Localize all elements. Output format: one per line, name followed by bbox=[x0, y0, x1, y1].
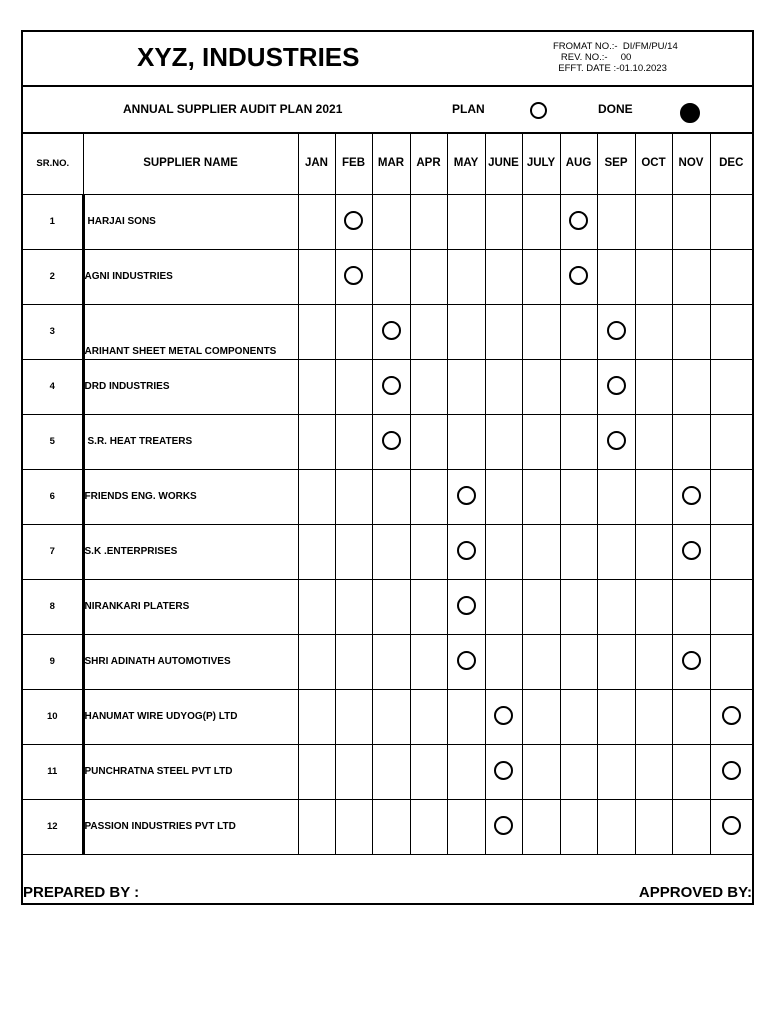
month-cell-dec bbox=[710, 634, 752, 689]
month-cell-feb bbox=[335, 799, 372, 854]
audit-plan-table bbox=[23, 133, 752, 855]
table-row bbox=[23, 304, 752, 359]
month-cell-dec bbox=[710, 194, 752, 249]
month-header-oct: OCT bbox=[635, 133, 672, 194]
month-header-mar: MAR bbox=[372, 133, 410, 194]
month-cell-sep bbox=[597, 469, 635, 524]
table-row bbox=[23, 194, 752, 249]
document-info bbox=[553, 41, 678, 74]
month-cell-oct bbox=[635, 469, 672, 524]
month-cell-apr bbox=[410, 744, 447, 799]
month-cell-aug bbox=[560, 249, 597, 304]
supplier-name-cell: FRIENDS ENG. WORKS bbox=[83, 469, 298, 524]
plan-circle-icon bbox=[569, 266, 588, 285]
done-legend-label: DONE bbox=[598, 102, 633, 116]
sr-no-cell: 8 bbox=[23, 579, 83, 634]
divider bbox=[23, 85, 752, 87]
month-cell-nov bbox=[672, 359, 710, 414]
plan-circle-icon bbox=[682, 486, 701, 505]
supplier-name-cell: SHRI ADINATH AUTOMOTIVES bbox=[83, 634, 298, 689]
month-cell-jan bbox=[298, 359, 335, 414]
month-cell-nov bbox=[672, 414, 710, 469]
month-cell-oct bbox=[635, 359, 672, 414]
month-cell-june bbox=[485, 194, 522, 249]
month-cell-sep bbox=[597, 524, 635, 579]
plan-circle-icon bbox=[457, 541, 476, 560]
month-cell-feb bbox=[335, 304, 372, 359]
table-row bbox=[23, 579, 752, 634]
month-cell-july bbox=[522, 744, 560, 799]
supplier-name-cell: ARIHANT SHEET METAL COMPONENTS bbox=[83, 304, 298, 359]
table-row bbox=[23, 744, 752, 799]
month-cell-sep bbox=[597, 194, 635, 249]
month-cell-apr bbox=[410, 689, 447, 744]
month-cell-aug bbox=[560, 359, 597, 414]
month-cell-oct bbox=[635, 249, 672, 304]
sr-no-cell: 12 bbox=[23, 799, 83, 854]
table-row bbox=[23, 634, 752, 689]
sr-no-cell: 3 bbox=[23, 304, 83, 359]
month-cell-nov bbox=[672, 799, 710, 854]
sr-no-cell: 1 bbox=[23, 194, 83, 249]
plan-circle-icon bbox=[494, 706, 513, 725]
month-cell-mar bbox=[372, 579, 410, 634]
month-cell-mar bbox=[372, 744, 410, 799]
month-cell-apr bbox=[410, 799, 447, 854]
audit-plan-sheet bbox=[21, 30, 754, 905]
month-cell-july bbox=[522, 194, 560, 249]
plan-circle-icon bbox=[569, 211, 588, 230]
table-row bbox=[23, 689, 752, 744]
plan-circle-icon bbox=[382, 321, 401, 340]
month-cell-mar bbox=[372, 359, 410, 414]
month-cell-feb bbox=[335, 469, 372, 524]
month-cell-oct bbox=[635, 799, 672, 854]
plan-circle-icon bbox=[722, 761, 741, 780]
plan-circle-icon bbox=[722, 706, 741, 725]
plan-legend-circle-icon bbox=[530, 102, 547, 119]
plan-circle-icon bbox=[494, 761, 513, 780]
month-cell-sep bbox=[597, 689, 635, 744]
month-cell-apr bbox=[410, 359, 447, 414]
table-row bbox=[23, 524, 752, 579]
month-cell-dec bbox=[710, 579, 752, 634]
month-cell-feb bbox=[335, 414, 372, 469]
supplier-name-cell: NIRANKARI PLATERS bbox=[83, 579, 298, 634]
month-cell-jan bbox=[298, 579, 335, 634]
sr-no-cell: 4 bbox=[23, 359, 83, 414]
plan-circle-icon bbox=[682, 541, 701, 560]
plan-circle-icon bbox=[494, 816, 513, 835]
month-cell-aug bbox=[560, 579, 597, 634]
month-cell-dec bbox=[710, 799, 752, 854]
month-cell-sep bbox=[597, 304, 635, 359]
month-cell-sep bbox=[597, 744, 635, 799]
month-cell-dec bbox=[710, 249, 752, 304]
supplier-name-cell: DRD INDUSTRIES bbox=[83, 359, 298, 414]
table-header-row bbox=[23, 133, 752, 194]
supplier-name-cell: HARJAI SONS bbox=[83, 194, 298, 249]
month-cell-june bbox=[485, 304, 522, 359]
month-cell-mar bbox=[372, 414, 410, 469]
month-cell-sep bbox=[597, 359, 635, 414]
month-cell-oct bbox=[635, 579, 672, 634]
month-cell-aug bbox=[560, 469, 597, 524]
month-cell-dec bbox=[710, 304, 752, 359]
supplier-name-cell: HANUMAT WIRE UDYOG(P) LTD bbox=[83, 689, 298, 744]
month-cell-dec bbox=[710, 414, 752, 469]
month-cell-july bbox=[522, 414, 560, 469]
month-cell-may bbox=[447, 744, 485, 799]
month-cell-jan bbox=[298, 469, 335, 524]
month-cell-mar bbox=[372, 194, 410, 249]
month-cell-may bbox=[447, 304, 485, 359]
sr-no-cell: 5 bbox=[23, 414, 83, 469]
month-cell-aug bbox=[560, 414, 597, 469]
supplier-name-cell: S.R. HEAT TREATERS bbox=[83, 414, 298, 469]
prepared-by-label: PREPARED BY : bbox=[23, 884, 140, 901]
done-legend-filled-circle-icon bbox=[680, 103, 700, 123]
month-cell-jan bbox=[298, 194, 335, 249]
month-cell-june bbox=[485, 359, 522, 414]
month-cell-oct bbox=[635, 634, 672, 689]
month-cell-aug bbox=[560, 799, 597, 854]
month-cell-dec bbox=[710, 469, 752, 524]
month-cell-may bbox=[447, 799, 485, 854]
month-cell-july bbox=[522, 579, 560, 634]
month-cell-may bbox=[447, 689, 485, 744]
plan-circle-icon bbox=[457, 486, 476, 505]
month-cell-may bbox=[447, 524, 485, 579]
sr-no-cell: 7 bbox=[23, 524, 83, 579]
month-cell-mar bbox=[372, 249, 410, 304]
month-cell-nov bbox=[672, 634, 710, 689]
month-cell-june bbox=[485, 249, 522, 304]
table-row bbox=[23, 359, 752, 414]
month-cell-aug bbox=[560, 194, 597, 249]
month-cell-feb bbox=[335, 689, 372, 744]
plan-circle-icon bbox=[457, 596, 476, 615]
plan-circle-icon bbox=[344, 266, 363, 285]
plan-circle-icon bbox=[457, 651, 476, 670]
month-cell-may bbox=[447, 634, 485, 689]
table-row bbox=[23, 414, 752, 469]
month-cell-aug bbox=[560, 744, 597, 799]
month-cell-july bbox=[522, 634, 560, 689]
plan-circle-icon bbox=[722, 816, 741, 835]
month-cell-feb bbox=[335, 524, 372, 579]
month-cell-sep bbox=[597, 414, 635, 469]
table-row bbox=[23, 469, 752, 524]
month-cell-june bbox=[485, 634, 522, 689]
month-cell-nov bbox=[672, 469, 710, 524]
month-cell-apr bbox=[410, 304, 447, 359]
month-cell-dec bbox=[710, 689, 752, 744]
month-cell-june bbox=[485, 579, 522, 634]
month-cell-oct bbox=[635, 524, 672, 579]
month-header-july: JULY bbox=[522, 133, 560, 194]
month-cell-june bbox=[485, 469, 522, 524]
month-cell-sep bbox=[597, 634, 635, 689]
month-cell-feb bbox=[335, 359, 372, 414]
month-cell-jan bbox=[298, 744, 335, 799]
month-cell-june bbox=[485, 799, 522, 854]
month-cell-jan bbox=[298, 304, 335, 359]
month-cell-july bbox=[522, 799, 560, 854]
supplier-name-cell: PASSION INDUSTRIES PVT LTD bbox=[83, 799, 298, 854]
sr-no-header: SR.NO. bbox=[23, 133, 83, 194]
table-row bbox=[23, 249, 752, 304]
plan-circle-icon bbox=[607, 431, 626, 450]
month-cell-jan bbox=[298, 799, 335, 854]
month-cell-aug bbox=[560, 304, 597, 359]
month-cell-jan bbox=[298, 249, 335, 304]
month-cell-dec bbox=[710, 744, 752, 799]
month-header-june: JUNE bbox=[485, 133, 522, 194]
month-cell-july bbox=[522, 304, 560, 359]
month-cell-feb bbox=[335, 744, 372, 799]
month-cell-feb bbox=[335, 249, 372, 304]
format-number: FROMAT NO.:- DI/FM/PU/14 bbox=[553, 41, 678, 52]
month-cell-mar bbox=[372, 689, 410, 744]
month-cell-apr bbox=[410, 579, 447, 634]
plan-circle-icon bbox=[344, 211, 363, 230]
month-cell-apr bbox=[410, 634, 447, 689]
month-header-apr: APR bbox=[410, 133, 447, 194]
month-cell-may bbox=[447, 579, 485, 634]
month-header-feb: FEB bbox=[335, 133, 372, 194]
plan-circle-icon bbox=[682, 651, 701, 670]
month-header-dec: DEC bbox=[710, 133, 752, 194]
month-cell-aug bbox=[560, 634, 597, 689]
month-cell-july bbox=[522, 689, 560, 744]
month-cell-mar bbox=[372, 634, 410, 689]
month-cell-apr bbox=[410, 194, 447, 249]
month-cell-july bbox=[522, 359, 560, 414]
month-cell-oct bbox=[635, 194, 672, 249]
month-cell-jan bbox=[298, 689, 335, 744]
month-cell-nov bbox=[672, 304, 710, 359]
month-cell-dec bbox=[710, 524, 752, 579]
month-cell-apr bbox=[410, 469, 447, 524]
month-cell-july bbox=[522, 249, 560, 304]
month-cell-apr bbox=[410, 249, 447, 304]
month-header-aug: AUG bbox=[560, 133, 597, 194]
month-cell-feb bbox=[335, 634, 372, 689]
month-header-may: MAY bbox=[447, 133, 485, 194]
month-cell-feb bbox=[335, 194, 372, 249]
sr-no-cell: 9 bbox=[23, 634, 83, 689]
month-cell-oct bbox=[635, 744, 672, 799]
plan-circle-icon bbox=[607, 321, 626, 340]
supplier-name-cell: PUNCHRATNA STEEL PVT LTD bbox=[83, 744, 298, 799]
month-cell-may bbox=[447, 469, 485, 524]
plan-circle-icon bbox=[607, 376, 626, 395]
month-cell-jan bbox=[298, 414, 335, 469]
month-cell-apr bbox=[410, 524, 447, 579]
month-cell-june bbox=[485, 744, 522, 799]
month-cell-june bbox=[485, 524, 522, 579]
effective-date: EFFT. DATE :-01.10.2023 bbox=[553, 63, 667, 74]
month-cell-may bbox=[447, 249, 485, 304]
approved-by-label: APPROVED BY: bbox=[638, 884, 752, 901]
month-cell-june bbox=[485, 689, 522, 744]
month-cell-sep bbox=[597, 579, 635, 634]
month-cell-oct bbox=[635, 304, 672, 359]
table-row bbox=[23, 799, 752, 854]
plan-circle-icon bbox=[382, 431, 401, 450]
month-cell-sep bbox=[597, 799, 635, 854]
plan-title: ANNUAL SUPPLIER AUDIT PLAN 2021 bbox=[123, 102, 343, 116]
month-cell-july bbox=[522, 524, 560, 579]
month-cell-nov bbox=[672, 194, 710, 249]
month-header-nov: NOV bbox=[672, 133, 710, 194]
month-cell-feb bbox=[335, 579, 372, 634]
month-cell-dec bbox=[710, 359, 752, 414]
month-cell-june bbox=[485, 414, 522, 469]
sr-no-cell: 2 bbox=[23, 249, 83, 304]
supplier-name-cell: S.K .ENTERPRISES bbox=[83, 524, 298, 579]
company-name: XYZ, INDUSTRIES bbox=[137, 42, 360, 72]
month-cell-mar bbox=[372, 304, 410, 359]
supplier-name-header: SUPPLIER NAME bbox=[83, 133, 298, 194]
month-header-jan: JAN bbox=[298, 133, 335, 194]
month-cell-may bbox=[447, 359, 485, 414]
month-cell-mar bbox=[372, 469, 410, 524]
revision-number: REV. NO.:- 00 bbox=[553, 52, 632, 63]
month-cell-nov bbox=[672, 249, 710, 304]
supplier-name-cell: AGNI INDUSTRIES bbox=[83, 249, 298, 304]
month-cell-mar bbox=[372, 799, 410, 854]
plan-circle-icon bbox=[382, 376, 401, 395]
month-cell-apr bbox=[410, 414, 447, 469]
month-cell-jan bbox=[298, 634, 335, 689]
month-cell-aug bbox=[560, 689, 597, 744]
month-cell-nov bbox=[672, 744, 710, 799]
sr-no-cell: 6 bbox=[23, 469, 83, 524]
month-cell-oct bbox=[635, 414, 672, 469]
month-cell-nov bbox=[672, 579, 710, 634]
month-cell-july bbox=[522, 469, 560, 524]
month-cell-nov bbox=[672, 689, 710, 744]
plan-legend-label: PLAN bbox=[452, 102, 485, 116]
month-cell-jan bbox=[298, 524, 335, 579]
month-cell-nov bbox=[672, 524, 710, 579]
month-cell-sep bbox=[597, 249, 635, 304]
sr-no-cell: 10 bbox=[23, 689, 83, 744]
month-cell-aug bbox=[560, 524, 597, 579]
month-cell-may bbox=[447, 194, 485, 249]
month-cell-may bbox=[447, 414, 485, 469]
month-header-sep: SEP bbox=[597, 133, 635, 194]
month-cell-oct bbox=[635, 689, 672, 744]
month-cell-mar bbox=[372, 524, 410, 579]
sr-no-cell: 11 bbox=[23, 744, 83, 799]
